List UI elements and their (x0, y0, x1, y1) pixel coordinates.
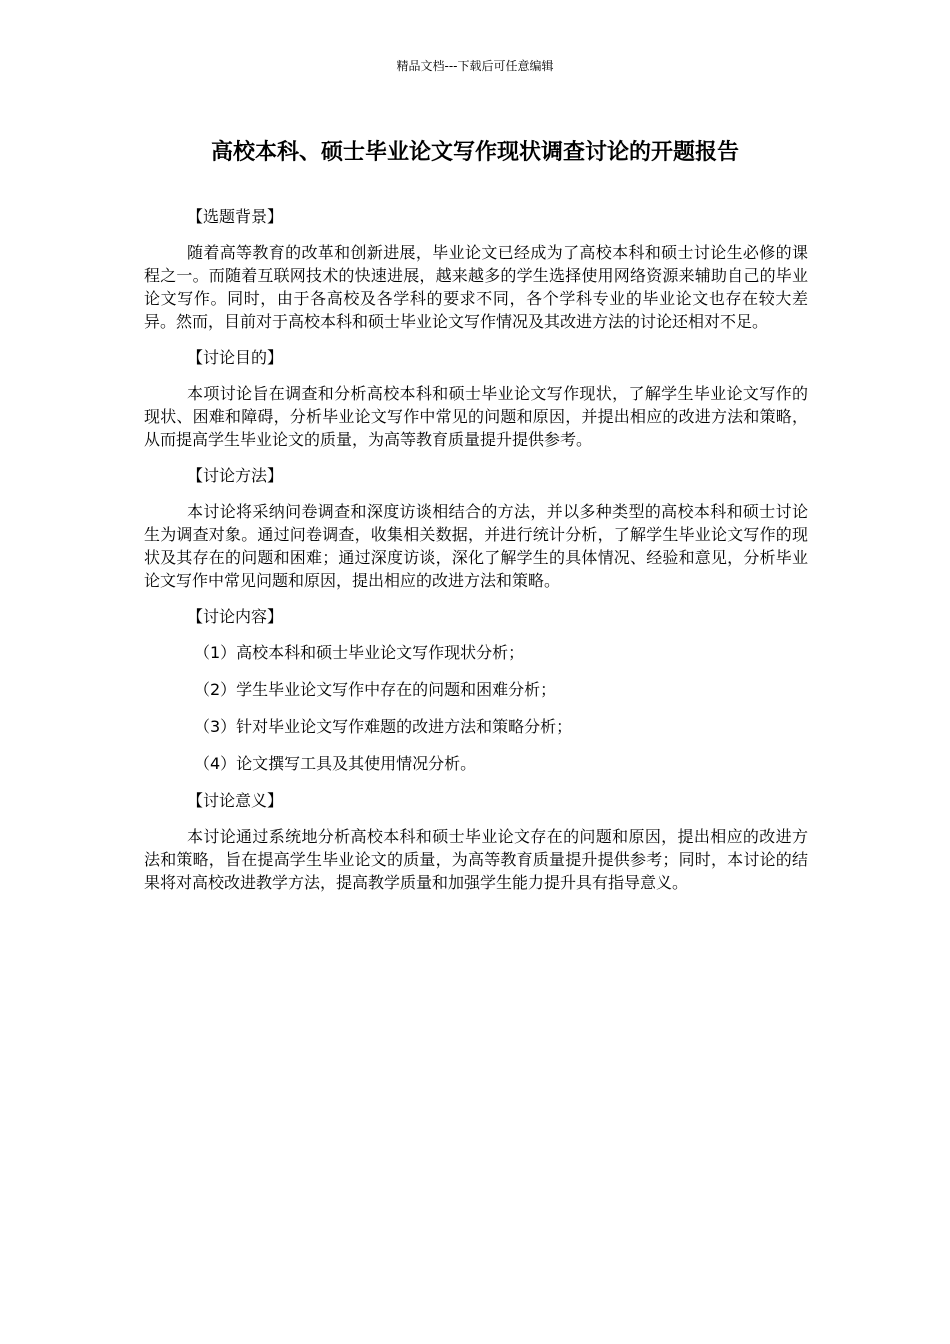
list-item: （2）学生毕业论文写作中存在的问题和困难分析； (194, 680, 557, 699)
list-item: （3）针对毕业论文写作难题的改进方法和策略分析； (194, 717, 573, 736)
section-heading-purpose: 【讨论目的】 (187, 348, 284, 367)
section-text-purpose: 本项讨论旨在调查和分析高校本科和硕士毕业论文写作现状，了解学生毕业论文写作的现状、困难和障碍，分析毕业论文写作中常见的问题和原因，并提出相应的改进方法和策略，从而提高学生毕业论文的质量，为高等教育质量提升提供参考。 (144, 384, 808, 449)
section-content (144, 605, 808, 775)
section-heading-content: 【讨论内容】 (187, 607, 284, 626)
document-title: 高校本科、硕士毕业论文写作现状调查讨论的开题报告 (210, 140, 739, 165)
section-purpose (144, 346, 808, 451)
header-note: 精品文档---下载后可任意编辑 (396, 59, 554, 73)
section-method (144, 464, 808, 592)
section-text-significance: 本讨论通过系统地分析高校本科和硕士毕业论文存在的问题和原因，提出相应的改进方法和策略，旨在提高学生毕业论文的质量，为高等教育质量提升提供参考；同时，本讨论的结果将对高校改进教学方法，提高教学质量和加强学生能力提升具有指导意义。 (144, 827, 808, 892)
list-item: （1）高校本科和硕士毕业论文写作现状分析； (194, 643, 525, 662)
section-heading-background: 【选题背景】 (187, 207, 284, 226)
section-heading-significance: 【讨论意义】 (187, 791, 284, 810)
list-item: （4）论文撰写工具及其使用情况分析。 (194, 754, 477, 773)
section-text-background: 随着高等教育的改革和创新进展，毕业论文已经成为了高校本科和硕士讨论生必修的课程之一。而随着互联网技术的快速进展，越来越多的学生选择使用网络资源来辅助自己的毕业论文写作。同时，由于各高校及各学科的要求不同，各个学科专业的毕业论文也存在较大差异。然而，目前对于高校本科和硕士毕业论文写作情况及其改进方法的讨论还相对不足。 (144, 243, 808, 331)
section-heading-method: 【讨论方法】 (187, 466, 284, 485)
section-significance (144, 789, 808, 894)
section-text-method: 本讨论将采纳问卷调查和深度访谈相结合的方法，并以多种类型的高校本科和硕士讨论生为调查对象。通过问卷调查，收集相关数据，并进行统计分析，了解学生毕业论文写作的现状及其存在的问题和困难；通过深度访谈，深化了解学生的具体情况、经验和意见，分析毕业论文写作中常见问题和原因，提出相应的改进方法和策略。 (144, 502, 808, 590)
section-background (144, 205, 808, 333)
document-body (144, 205, 808, 907)
